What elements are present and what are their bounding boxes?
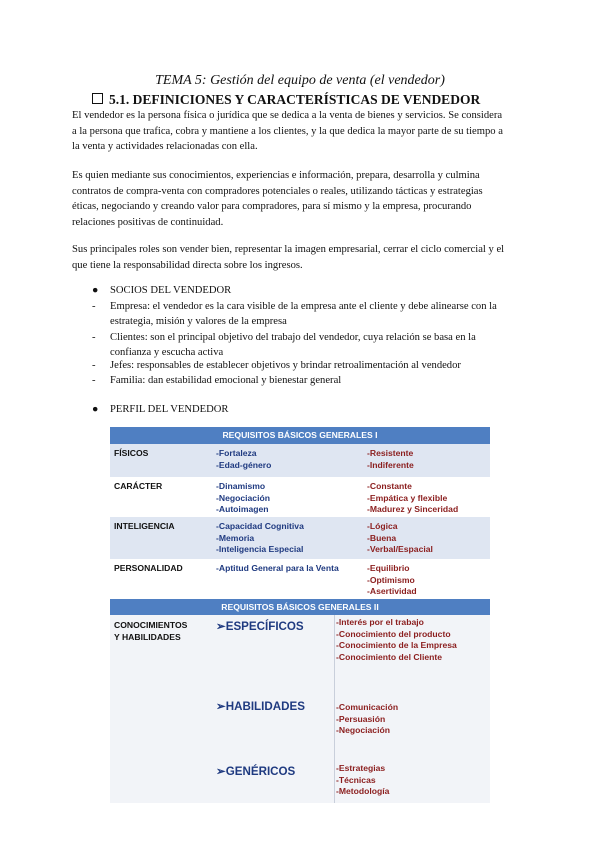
group-item: -Comunicación bbox=[336, 702, 399, 712]
text-line: Empresa: el vendedor es la cara visible de la empresa ante el cliente y debe alinearse con la bbox=[110, 301, 497, 312]
socio-item bbox=[92, 331, 532, 360]
row-col3 bbox=[367, 521, 433, 556]
group-item: -Conocimiento del producto bbox=[336, 628, 451, 639]
label-line: CONOCIMIENTOS bbox=[114, 620, 188, 630]
dash-marker: - bbox=[92, 360, 96, 371]
group-especificos-items bbox=[336, 617, 457, 663]
cell-item: -Dinamismo bbox=[216, 481, 266, 491]
paragraph-2 bbox=[72, 168, 530, 230]
table-header-2: REQUISITOS BÁSICOS GENERALES II bbox=[110, 599, 490, 615]
bullet-perfil bbox=[92, 404, 229, 415]
text-line: relaciones positivas de continuidad. bbox=[72, 216, 224, 228]
row-label: CARÁCTER bbox=[114, 481, 163, 491]
row-col3 bbox=[367, 563, 417, 598]
cell-item: -Inteligencia Especial bbox=[216, 544, 304, 554]
paragraph-3 bbox=[72, 242, 530, 273]
cell-item: -Aptitud General para la Venta bbox=[216, 563, 339, 573]
text-line: estrategia, misión y valores de la empresa bbox=[110, 315, 287, 327]
text-line: confianza y escucha activa bbox=[110, 346, 224, 358]
cell-item: -Resistente bbox=[367, 448, 414, 458]
cell-item: -Lógica bbox=[367, 521, 398, 531]
row-label: INTELIGENCIA bbox=[114, 521, 175, 531]
row-col2 bbox=[216, 448, 271, 471]
row-col3 bbox=[367, 448, 414, 471]
cell-item: -Memoria bbox=[216, 532, 255, 543]
page-title: TEMA 5: Gestión del equipo de venta (el vendedor) bbox=[155, 73, 445, 88]
group-item: -Conocimiento de la Empresa bbox=[336, 640, 457, 650]
label-line: Y HABILIDADES bbox=[114, 631, 181, 642]
bullet-dot-icon: ● bbox=[92, 404, 99, 415]
cell-item: -Empática y flexible bbox=[367, 492, 448, 503]
cell-item: -Verbal/Espacial bbox=[367, 544, 433, 554]
text-line: Jefes: responsables de establecer objetivos y brindar retroalimentación al vendedor bbox=[110, 360, 461, 371]
group-item: -Estrategias bbox=[336, 763, 386, 773]
cell-item: -Capacidad Cognitiva bbox=[216, 521, 304, 531]
text-line: a la persona que trafica, cobra y mantiene a los clientes, y la que dedica la mayor parte de su tiempo a bbox=[72, 125, 503, 137]
group-item: -Metodología bbox=[336, 786, 390, 796]
row-col2 bbox=[216, 521, 304, 556]
group-especificos: ➢ESPECÍFICOS bbox=[216, 620, 304, 633]
cell-item: -Indiferente bbox=[367, 459, 414, 470]
table-row bbox=[110, 444, 490, 477]
table-row bbox=[110, 517, 490, 559]
row-col2 bbox=[216, 563, 339, 575]
text-line: la venta y actividades relacionadas con ella. bbox=[72, 141, 258, 153]
cell-item: -Fortaleza bbox=[216, 448, 257, 458]
row-label: FÍSICOS bbox=[114, 448, 149, 458]
table-row bbox=[110, 559, 490, 599]
group-genericos-items bbox=[336, 763, 389, 798]
socio-item bbox=[92, 374, 532, 389]
group-habilidades: ➢HABILIDADES bbox=[216, 700, 305, 713]
cell-item: -Edad-género bbox=[216, 459, 272, 470]
column-divider bbox=[334, 615, 335, 803]
socio-item bbox=[92, 300, 532, 329]
cell-item: -Equilibrio bbox=[367, 563, 410, 573]
text-line: Sus principales roles son vender bien, representar la imagen empresarial, cerrar el ciclo comercial y el bbox=[72, 244, 505, 255]
requirements-table bbox=[110, 427, 490, 803]
text-line: Familia: dan estabilidad emocional y bienestar general bbox=[110, 375, 342, 386]
group-item: -Persuasión bbox=[336, 713, 386, 724]
group-item: -Conocimiento del Cliente bbox=[336, 651, 442, 662]
text-line: Clientes: son el principal objetivo del trabajo del vendedor, cuya relación se basa en la bbox=[110, 332, 476, 343]
table-row bbox=[110, 477, 490, 517]
row-label bbox=[114, 620, 187, 643]
paragraph-1 bbox=[72, 108, 530, 155]
text-line: que tiene la responsabilidad directa sobre los ingresos. bbox=[72, 259, 303, 271]
cell-item: -Madurez y Sinceridad bbox=[367, 504, 459, 514]
row-col2 bbox=[216, 481, 270, 516]
cell-item: -Buena bbox=[367, 532, 397, 543]
socio-item bbox=[92, 359, 532, 374]
group-item: -Negociación bbox=[336, 725, 390, 735]
table-header-1: REQUISITOS BÁSICOS GENERALES I bbox=[110, 427, 490, 444]
cell-item: -Optimismo bbox=[367, 574, 415, 585]
bullet-text: PERFIL DEL VENDEDOR bbox=[110, 404, 229, 415]
group-item: -Técnicas bbox=[336, 774, 376, 785]
text-line: Es quien mediante sus conocimientos, experiencias e información, prepara, desarrolla y culmina bbox=[72, 170, 480, 181]
row-label: PERSONALIDAD bbox=[114, 563, 183, 573]
cell-item: -Autoimagen bbox=[216, 504, 269, 514]
group-genericos: ➢GENÉRICOS bbox=[216, 765, 296, 778]
text-line: contratos de compra-venta con compradores potenciales o reales, utilizando tácticas y estrategias bbox=[72, 185, 483, 197]
dash-marker: - bbox=[92, 301, 96, 312]
row-col3 bbox=[367, 481, 458, 516]
bullet-text: SOCIOS DEL VENDEDOR bbox=[110, 285, 232, 296]
group-item: -Interés por el trabajo bbox=[336, 617, 424, 627]
bullet-dot-icon: ● bbox=[92, 285, 99, 296]
cell-item: -Constante bbox=[367, 481, 412, 491]
text-line: El vendedor es la persona física o jurídica que se dedica a la venta de bienes y servicios. Se considera bbox=[72, 110, 503, 121]
bullet-socios bbox=[92, 285, 231, 296]
text-line: éticas, negociando y creando valor para compradores, para sí mismo y la empresa, procurando bbox=[72, 201, 472, 213]
section-heading-text: 5.1. DEFINICIONES Y CARACTERÍSTICAS DE VENDEDOR bbox=[109, 92, 481, 107]
cell-item: -Negociación bbox=[216, 492, 270, 503]
group-habilidades-items bbox=[336, 702, 398, 737]
checkbox-icon bbox=[92, 93, 103, 104]
dash-marker: - bbox=[92, 375, 96, 386]
section-heading bbox=[92, 92, 480, 108]
cell-item: -Asertividad bbox=[367, 586, 417, 596]
dash-marker: - bbox=[92, 332, 96, 343]
